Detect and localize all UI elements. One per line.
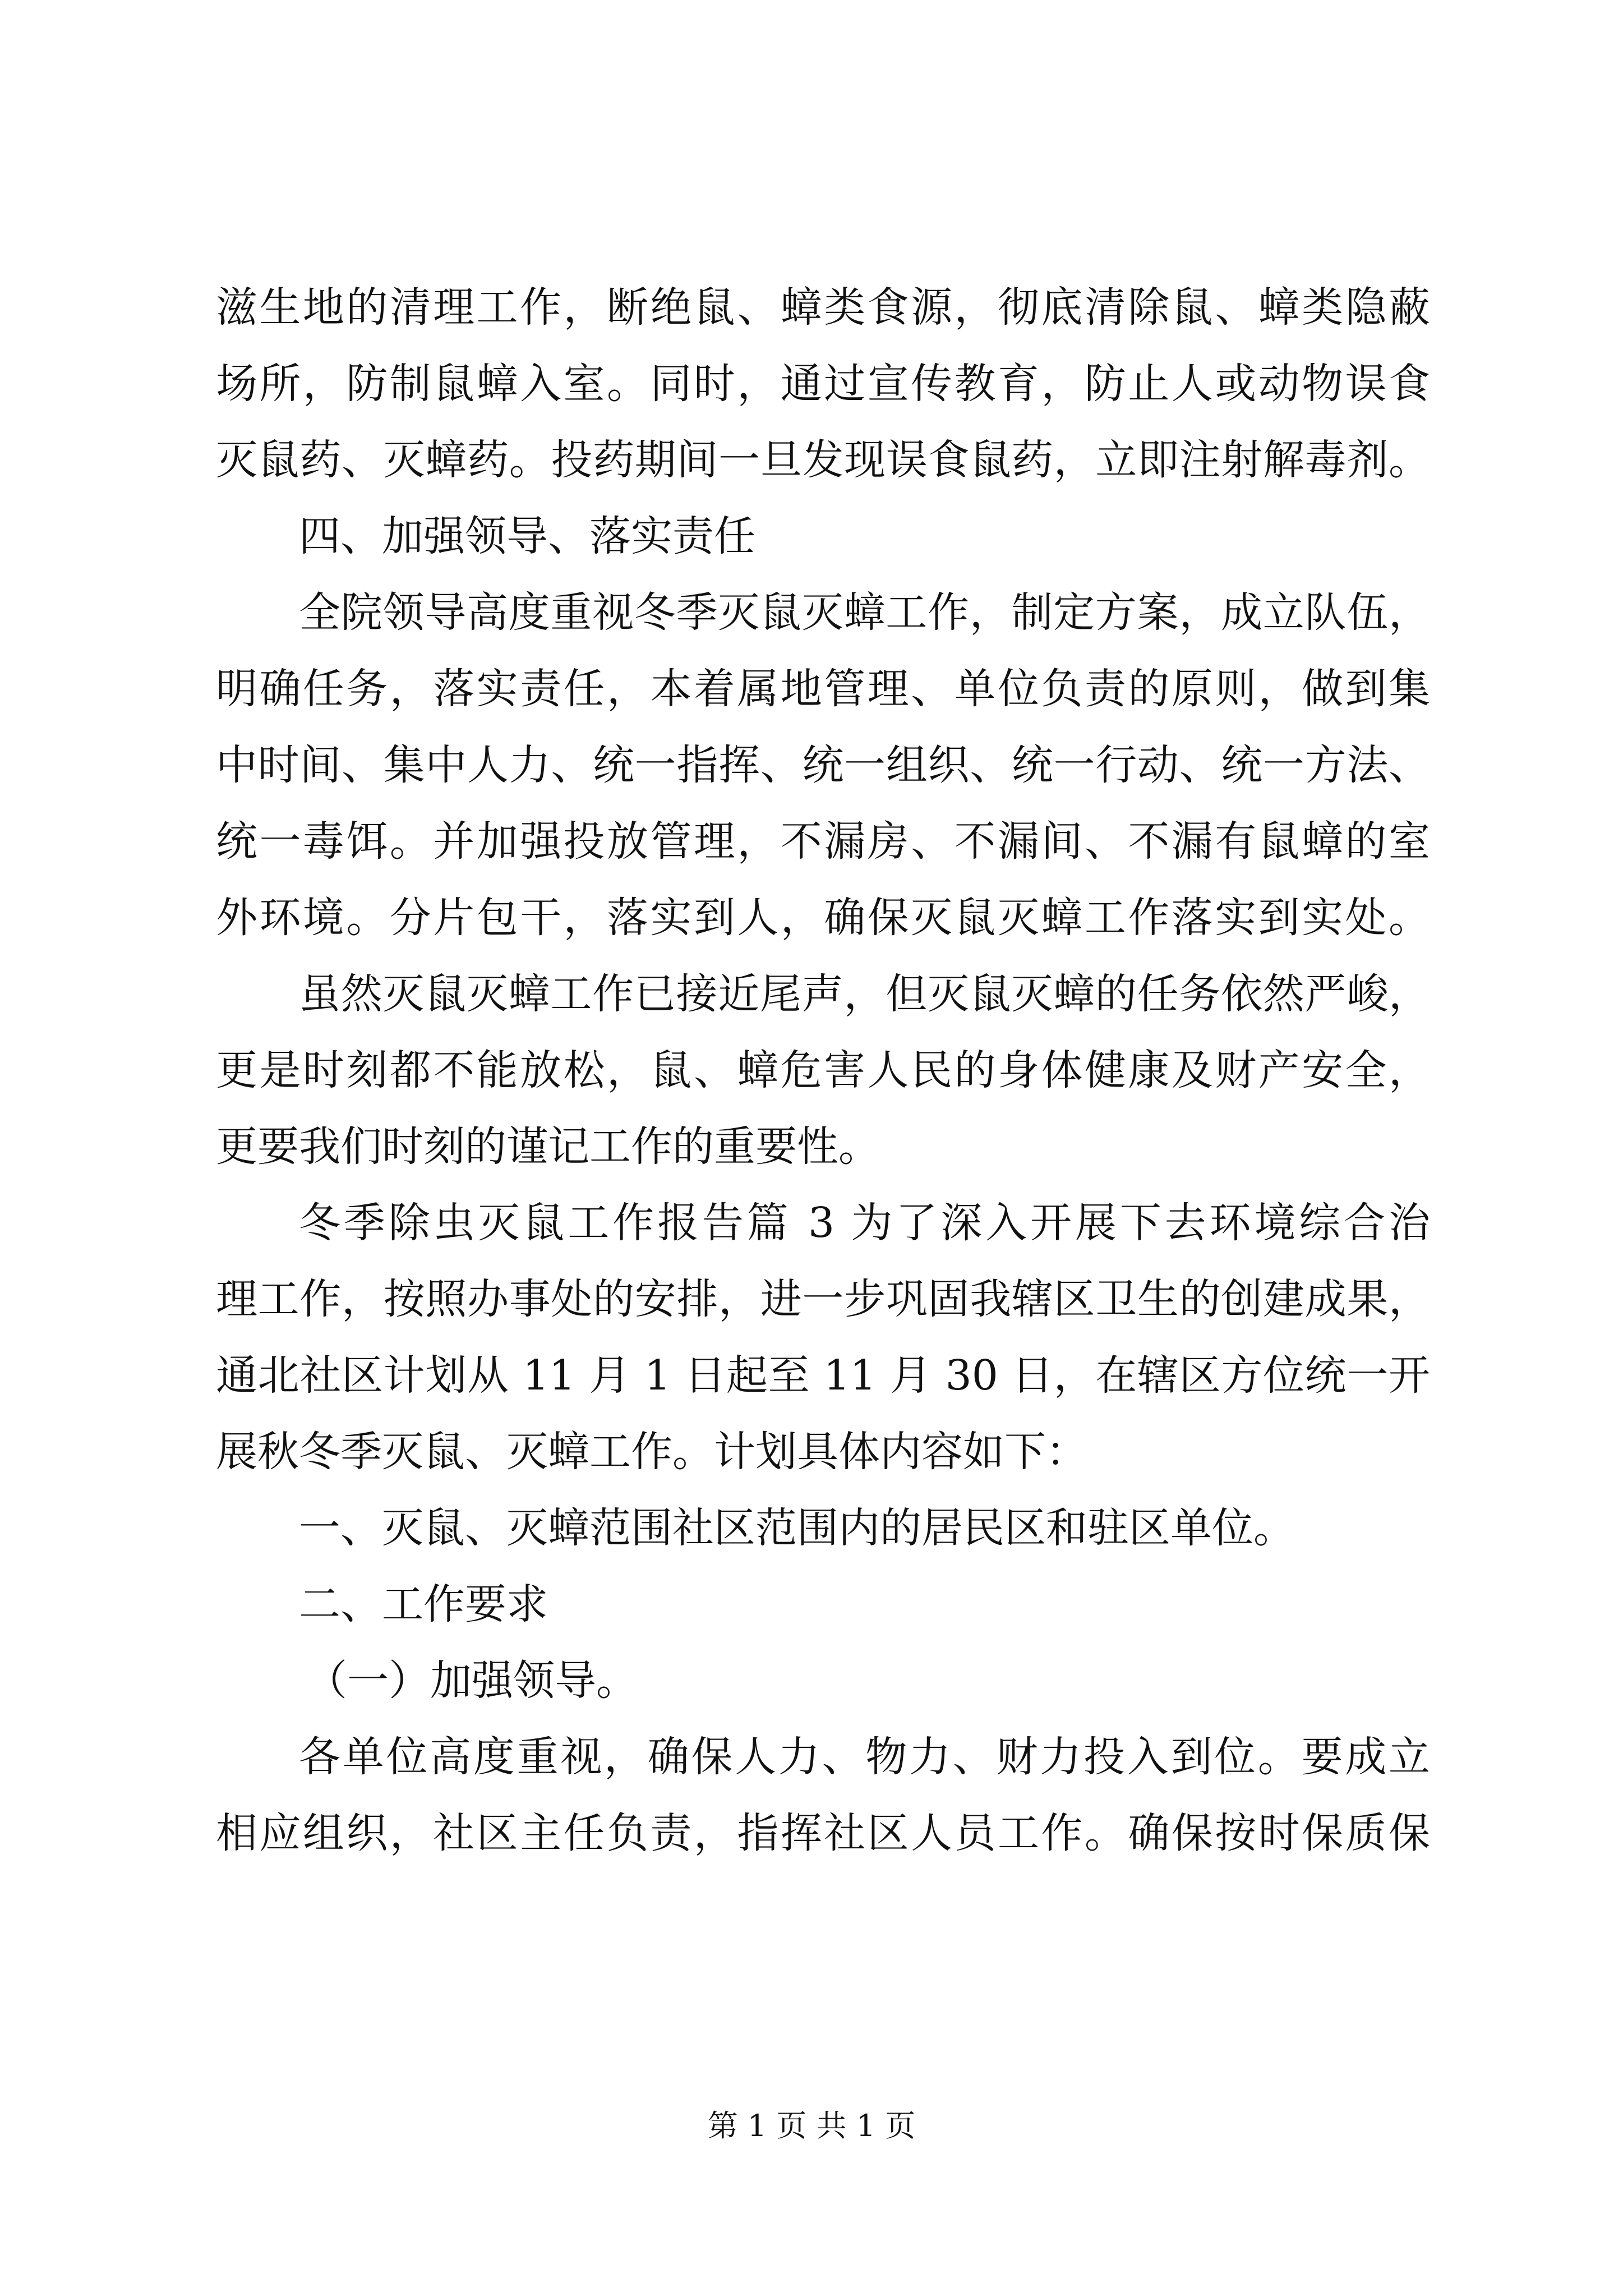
paragraph-line: 外环境。分片包干，落实到人，确保灭鼠灭蟑工作落实到实处。 — [216, 894, 1430, 942]
paragraph-line: 场所，防制鼠蟑入室。同时，通过宣传教育，防止人或动物误食 — [216, 360, 1430, 408]
paragraph-line: 全院领导高度重视冬季灭鼠灭蟑工作，制定方案，成立队伍， — [299, 588, 1430, 637]
paragraph-line: 各单位高度重视，确保人力、物力、财力投入到位。要成立 — [299, 1733, 1430, 1781]
paragraph-line: 中时间、集中人力、统一指挥、统一组织、统一行动、统一方法、 — [216, 741, 1430, 789]
subsection-heading: （一）加强领导。 — [306, 1657, 638, 1705]
page-footer: 第 1 页 共 1 页 — [707, 2108, 916, 2143]
paragraph-line: 相应组织，社区主任负责，指挥社区人员工作。确保按时保质保 — [216, 1809, 1430, 1857]
paragraph-line: 灭鼠药、灭蟑药。投药期间一旦发现误食鼠药，立即注射解毒剂。 — [216, 436, 1430, 484]
paragraph-line: 理工作，按照办事处的安排，进一步巩固我辖区卫生的创建成果， — [216, 1275, 1430, 1323]
section-heading: 四、加强领导、落实责任 — [299, 512, 755, 560]
paragraph-line: 统一毒饵。并加强投放管理，不漏房、不漏间、不漏有鼠蟑的室 — [216, 817, 1430, 866]
document-body — [216, 269, 1430, 1871]
paragraph-line: 展秋冬季灭鼠、灭蟑工作。计划具体内容如下： — [216, 1428, 1087, 1476]
paragraph-line: 虽然灭鼠灭蟑工作已接近尾声，但灭鼠灭蟑的任务依然严峻， — [299, 970, 1430, 1018]
paragraph-line: 通北社区计划从 11 月 1 日起至 11 月 30 日，在辖区方位统一开 — [216, 1351, 1430, 1400]
paragraph-line: 更要我们时刻的谨记工作的重要性。 — [216, 1122, 880, 1171]
paragraph-line: 冬季除虫灭鼠工作报告篇 3 为了深入开展下去环境综合治 — [299, 1199, 1430, 1247]
paragraph-line: 更是时刻都不能放松，鼠、蟑危害人民的身体健康及财产安全， — [216, 1046, 1430, 1094]
section-heading: 一、灭鼠、灭蟑范围社区范围内的居民区和驻区单位。 — [299, 1504, 1295, 1552]
section-heading: 二、工作要求 — [299, 1580, 548, 1628]
paragraph-line: 滋生地的清理工作，断绝鼠、蟑类食源，彻底清除鼠、蟑类隐蔽 — [216, 283, 1430, 332]
paragraph-line: 明确任务，落实责任，本着属地管理、单位负责的原则，做到集 — [216, 665, 1430, 713]
